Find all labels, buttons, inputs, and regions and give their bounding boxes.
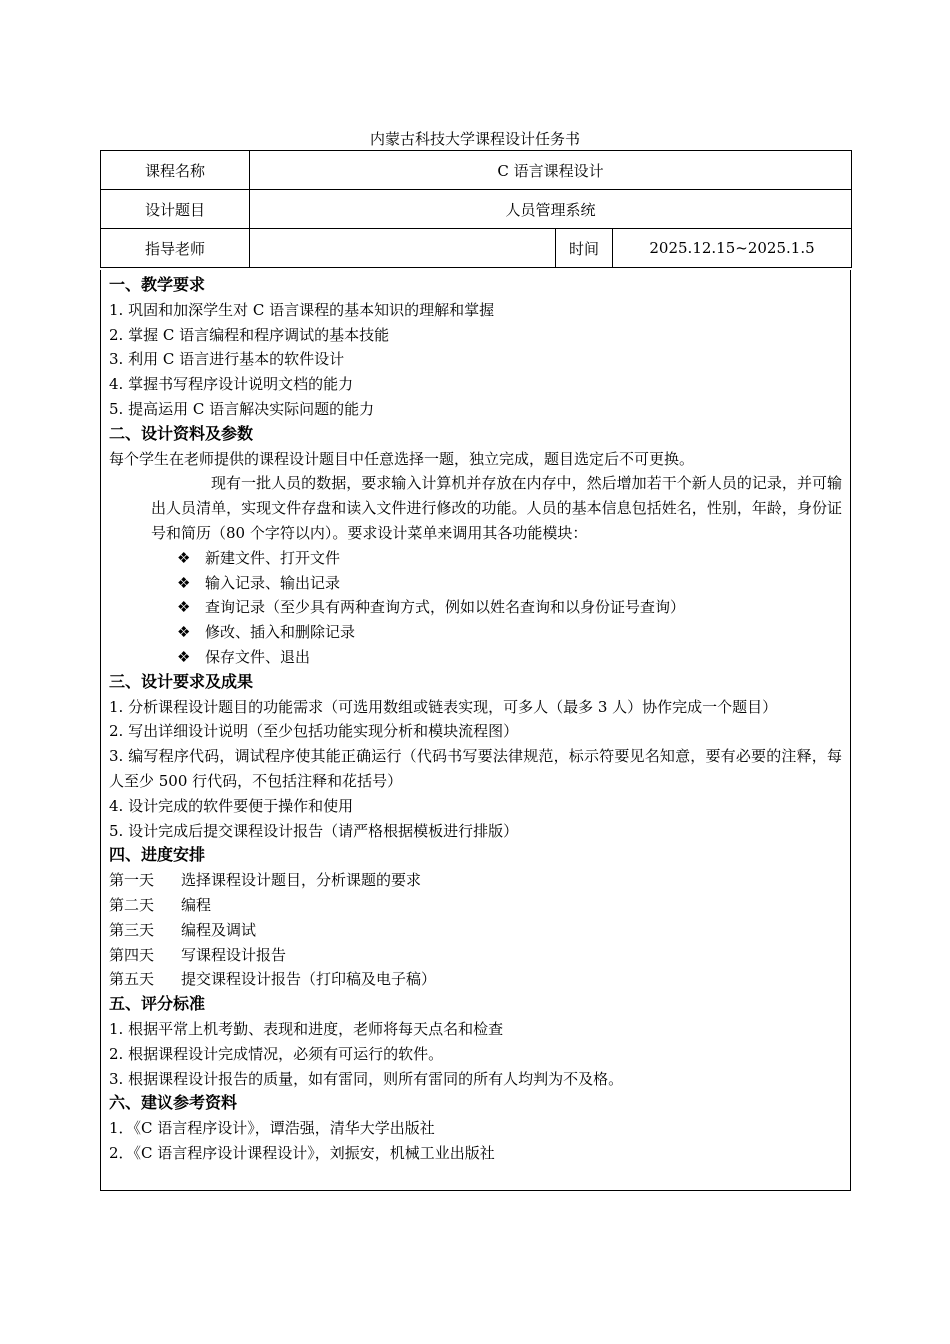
teacher-value — [250, 229, 556, 268]
bullet-text: 新建文件、打开文件 — [205, 548, 341, 567]
bullet-text: 查询记录（至少具有两种查询方式，例如以姓名查询和以身份证号查询） — [205, 598, 686, 617]
section-heading: 六、建议参考资料 — [109, 1093, 238, 1113]
schedule-day: 第五天 — [109, 970, 155, 989]
topic-label: 设计题目 — [101, 190, 250, 229]
teacher-label: 指导老师 — [101, 229, 250, 268]
list-item — [109, 645, 842, 670]
diamond-bullet-icon: ❖ — [177, 573, 191, 592]
list-item: 2. 根据课程设计完成情况，必须有可运行的软件。 — [109, 1044, 444, 1063]
course-row — [101, 151, 852, 190]
schedule-day: 第二天 — [109, 895, 155, 914]
section-heading: 二、设计资料及参数 — [109, 423, 254, 443]
schedule-day: 第四天 — [109, 945, 155, 964]
section-heading: 五、评分标准 — [109, 994, 206, 1014]
schedule-task: 提交课程设计报告（打印稿及电子稿） — [181, 970, 437, 989]
schedule-task: 编程及调试 — [181, 920, 257, 939]
list-item: 2．《C 语言程序设计课程设计》，刘振安，机械工业出版社 — [109, 1143, 495, 1162]
schedule-row — [109, 967, 842, 992]
schedule-row — [109, 868, 842, 893]
bullet-text: 输入记录、输出记录 — [205, 573, 341, 592]
schedule-task: 写课程设计报告 — [181, 945, 287, 964]
schedule-task: 选择课程设计题目，分析课题的要求 — [181, 871, 422, 890]
list-item — [109, 546, 842, 571]
teacher-row — [101, 229, 852, 268]
list-item: 2. 写出详细设计说明（至少包括功能实现分析和模块流程图） — [109, 722, 519, 741]
list-item: 1. 分析课程设计题目的功能需求（可选用数组或链表实现，可多人（最多 3 人）协作完成一个题目） — [109, 697, 778, 716]
list-item — [109, 620, 842, 645]
schedule-row — [109, 893, 842, 918]
header-table — [100, 150, 852, 268]
list-item: 2. 掌握 C 语言编程和程序调试的基本技能 — [109, 325, 390, 344]
course-label: 课程名称 — [101, 151, 250, 190]
schedule-day: 第三天 — [109, 920, 155, 939]
bullet-text: 保存文件、退出 — [205, 647, 311, 666]
description-paragraph: 现有一批人员的数据，要求输入计算机并存放在内存中，然后增加若干个新人员的记录，并可输出人员清单，实现文件存盘和读入文件进行修改的功能。人员的基本信息包括姓名，性别，年龄，身份证号和简历（80 个字符以内）。要求设计菜单来调用其各功能模块： — [151, 474, 842, 542]
diamond-bullet-icon: ❖ — [177, 548, 191, 567]
course-value: C 语言课程设计 — [250, 151, 852, 190]
list-item: 3. 利用 C 语言进行基本的软件设计 — [109, 350, 345, 369]
list-item: 3. 编写程序代码，调试程序使其能正确运行（代码书写要法律规范，标示符要见名知意，要有必要的注释，每人至少 500 行代码，不包括注释和花括号） — [109, 747, 842, 790]
schedule-task: 编程 — [181, 895, 212, 914]
document-title: 内蒙古科技大学课程设计任务书 — [369, 130, 580, 148]
list-item: 1. 根据平常上机考勤、表现和进度，老师将每天点名和检查 — [109, 1019, 504, 1038]
diamond-bullet-icon: ❖ — [177, 647, 191, 666]
topic-row — [101, 190, 852, 229]
content-box — [100, 270, 851, 1191]
section-intro: 每个学生在老师提供的课程设计题目中任意选择一题，独立完成，题目选定后不可更换。 — [109, 449, 695, 468]
list-item: 5. 设计完成后提交课程设计报告（请严格根据模板进行排版） — [109, 821, 519, 840]
schedule-row — [109, 943, 842, 968]
section-heading: 四、进度安排 — [109, 845, 206, 865]
list-item: 1. 巩固和加深学生对 C 语言课程的基本知识的理解和掌握 — [109, 300, 495, 319]
list-item — [109, 571, 842, 596]
diamond-bullet-icon: ❖ — [177, 598, 191, 617]
time-value: 2025.12.15~2025.1.5 — [613, 229, 852, 268]
schedule-day: 第一天 — [109, 871, 155, 890]
list-item: 4. 掌握书写程序设计说明文档的能力 — [109, 375, 354, 394]
list-item: 3. 根据课程设计报告的质量，如有雷同，则所有雷同的所有人均判为不及格。 — [109, 1069, 624, 1088]
list-item — [109, 595, 842, 620]
list-item: 5. 提高运用 C 语言解决实际问题的能力 — [109, 399, 375, 418]
list-item: 4. 设计完成的软件要便于操作和使用 — [109, 796, 354, 815]
time-label: 时间 — [556, 229, 613, 268]
list-item: 1．《C 语言程序设计》，谭浩强，清华大学出版社 — [109, 1119, 435, 1138]
bullet-text: 修改、插入和删除记录 — [205, 623, 356, 642]
topic-value: 人员管理系统 — [250, 190, 852, 229]
schedule-row — [109, 918, 842, 943]
section-heading: 三、设计要求及成果 — [109, 671, 254, 691]
diamond-bullet-icon: ❖ — [177, 623, 191, 642]
section-heading: 一、教学要求 — [109, 275, 206, 294]
